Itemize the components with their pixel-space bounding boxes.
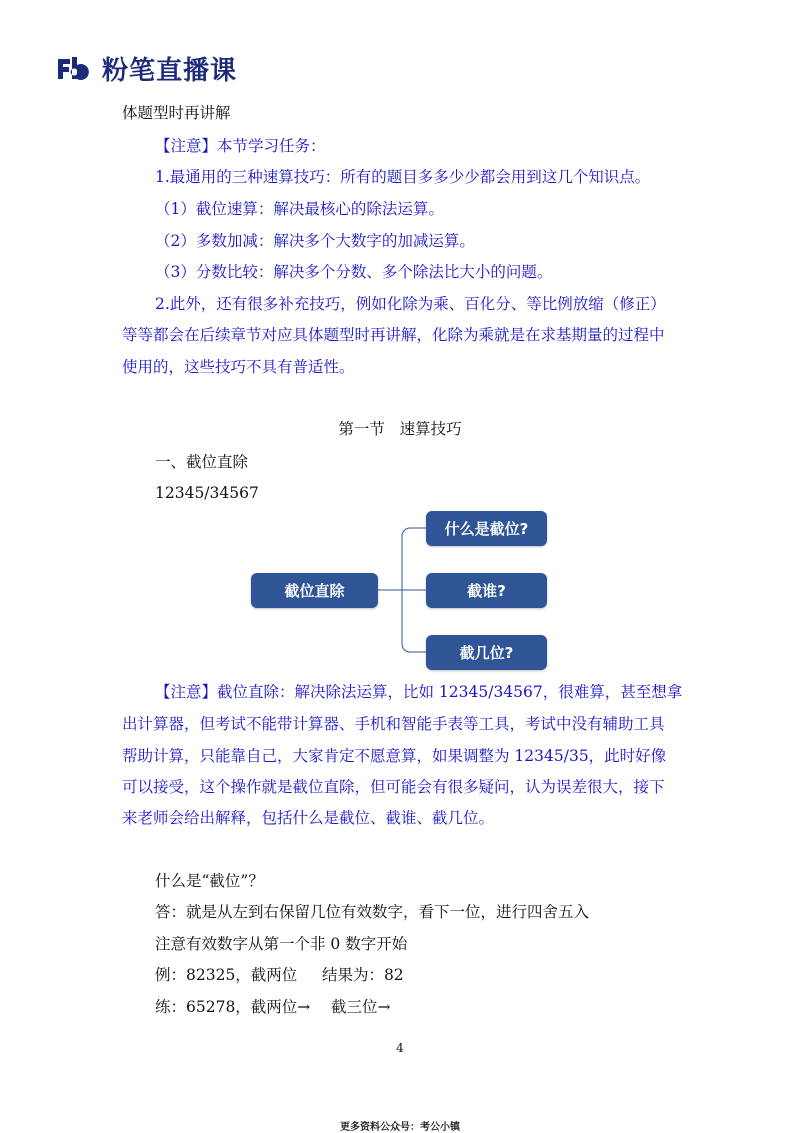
mindmap-root: 截位直除 xyxy=(251,573,378,608)
note-item-2-line3: 使用的，这些技巧不具有普适性。 xyxy=(122,358,355,376)
qa-practice-a: 练：65278，截两位→ xyxy=(155,998,311,1016)
section-subtitle: 一、截位直除 xyxy=(155,453,249,471)
page-number: 4 xyxy=(396,1041,404,1055)
note-item-1a: （1）截位速算：解决最核心的除法运算。 xyxy=(155,200,444,218)
qa-note: 注意有效数字从第一个非 0 数字开始 xyxy=(155,935,408,953)
qa-practice-b: 截三位→ xyxy=(331,998,391,1016)
note2-line1: 【注意】截位直除：解决除法运算，比如 12345/34567，很难算，甚至想拿 xyxy=(155,683,683,701)
intro-line: 体题型时再讲解 xyxy=(122,104,231,122)
note-item-2-line2: 等等都会在后续章节对应具体题型时再讲解，化除为乘就是在求基期量的过程中 xyxy=(122,326,665,344)
example-fraction: 12345/34567 xyxy=(155,484,259,502)
note-item-1c: （3）分数比较：解决多个分数、多个除法比大小的问题。 xyxy=(155,263,553,281)
note2-line3: 帮助计算，只能靠自己，大家肯定不愿意算，如果调整为 12345/35，此时好像 xyxy=(122,747,667,765)
note-item-2-line1: 2.此外，还有很多补充技巧，例如化除为乘、百化分、等比例放缩（修正） xyxy=(155,295,666,313)
note-title: 【注意】本节学习任务： xyxy=(155,137,326,155)
note2-line5: 来老师会给出解释，包括什么是截位、截谁、截几位。 xyxy=(122,809,495,827)
mindmap-branch-how-many: 截几位? xyxy=(426,635,547,670)
mindmap-branch-who: 截谁? xyxy=(426,573,547,608)
note-item-1: 1.最通用的三种速算技巧：所有的题目多多少少都会用到这几个知识点。 xyxy=(155,168,651,186)
logo-text: 粉笔直播课 xyxy=(102,55,238,86)
qa-answer: 答：就是从左到右保留几位有效数字，看下一位，进行四舍五入 xyxy=(155,903,590,921)
qa-example: 例：82325，截两位 结果为：82 xyxy=(155,966,404,984)
section-title: 第一节 速算技巧 xyxy=(338,420,462,438)
note2-line2: 出计算器，但考试不能带计算器、手机和智能手表等工具，考试中没有辅助工具 xyxy=(122,715,665,733)
note-item-1b: （2）多数加减：解决多个大数字的加减运算。 xyxy=(155,232,475,250)
mindmap-branch-what: 什么是截位? xyxy=(426,511,547,546)
qa-question: 什么是“截位”？ xyxy=(155,872,264,890)
note2-line4: 可以接受，这个操作就是截位直除，但可能会有很多疑问，认为误差很大，接下 xyxy=(122,778,665,796)
footer-text: 更多资料公众号：考公小镇 xyxy=(340,1122,460,1133)
